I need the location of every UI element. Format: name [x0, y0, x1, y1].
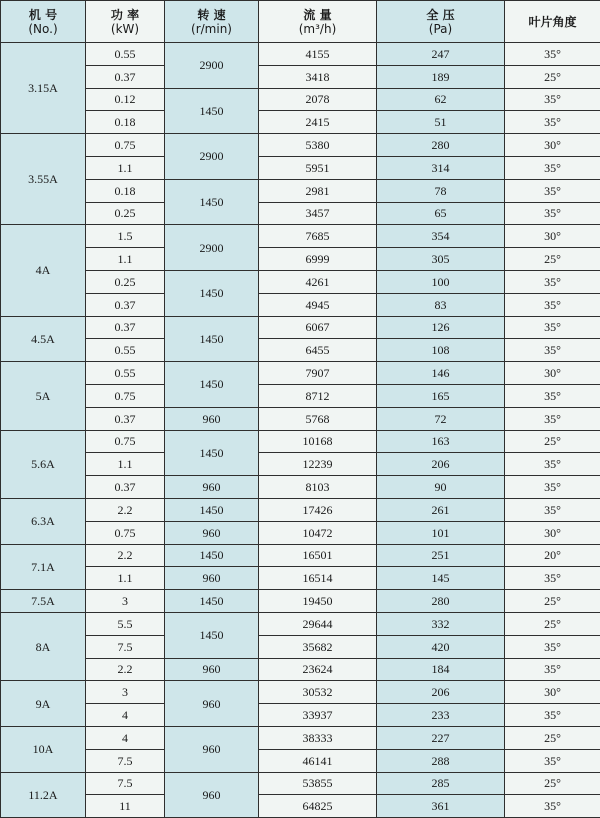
- flow-cell: 5768: [259, 407, 377, 430]
- pressure-cell: 251: [377, 544, 505, 567]
- power-cell: 4: [86, 704, 165, 727]
- angle-cell: 35°: [505, 498, 600, 521]
- pressure-cell: 163: [377, 430, 505, 453]
- speed-cell: 960: [165, 726, 259, 772]
- power-cell: 2.2: [86, 544, 165, 567]
- model-cell: 7.1A: [1, 544, 86, 590]
- power-cell: 1.1: [86, 567, 165, 590]
- table-row: [1, 476, 600, 499]
- table-row: [1, 43, 600, 66]
- flow-cell: 46141: [259, 749, 377, 772]
- flow-cell: 8712: [259, 384, 377, 407]
- table-body: [1, 43, 600, 818]
- table-row: [1, 590, 600, 613]
- power-cell: 2.2: [86, 498, 165, 521]
- speed-cell: 1450: [165, 590, 259, 613]
- pressure-cell: 165: [377, 384, 505, 407]
- power-cell: 0.55: [86, 43, 165, 66]
- angle-cell: 30°: [505, 134, 600, 157]
- flow-cell: 38333: [259, 726, 377, 749]
- col-header-flow-unit: (m³/h): [259, 22, 376, 36]
- angle-cell: 35°: [505, 88, 600, 111]
- flow-cell: 23624: [259, 658, 377, 681]
- power-cell: 0.12: [86, 88, 165, 111]
- pressure-cell: 206: [377, 681, 505, 704]
- table-row: [1, 384, 600, 407]
- power-cell: 7.5: [86, 749, 165, 772]
- table-row: [1, 202, 600, 225]
- table-row: [1, 795, 600, 818]
- speed-cell: 960: [165, 567, 259, 590]
- power-cell: 0.55: [86, 339, 165, 362]
- table-row: [1, 567, 600, 590]
- col-header-angle-title: 叶片角度: [528, 15, 576, 29]
- table-row: [1, 248, 600, 271]
- power-cell: 0.37: [86, 476, 165, 499]
- flow-cell: 10168: [259, 430, 377, 453]
- model-cell: 4.5A: [1, 316, 86, 362]
- flow-cell: 3457: [259, 202, 377, 225]
- angle-cell: 35°: [505, 316, 600, 339]
- angle-cell: 35°: [505, 111, 600, 134]
- flow-cell: 2415: [259, 111, 377, 134]
- pressure-cell: 280: [377, 590, 505, 613]
- power-cell: 0.18: [86, 179, 165, 202]
- pressure-cell: 65: [377, 202, 505, 225]
- col-header-speed-unit: (r/min): [165, 22, 258, 36]
- angle-cell: 35°: [505, 407, 600, 430]
- model-cell: 9A: [1, 681, 86, 727]
- flow-cell: 33937: [259, 704, 377, 727]
- col-header-model-unit: (No.): [1, 22, 85, 36]
- power-cell: 7.5: [86, 635, 165, 658]
- speed-cell: 1450: [165, 498, 259, 521]
- power-cell: 5.5: [86, 612, 165, 635]
- pressure-cell: 305: [377, 248, 505, 271]
- angle-cell: 25°: [505, 590, 600, 613]
- speed-cell: 960: [165, 476, 259, 499]
- table-row: [1, 179, 600, 202]
- angle-cell: 35°: [505, 202, 600, 225]
- power-cell: 0.75: [86, 134, 165, 157]
- model-cell: 10A: [1, 726, 86, 772]
- angle-cell: 20°: [505, 544, 600, 567]
- table-row: [1, 681, 600, 704]
- power-cell: 0.25: [86, 270, 165, 293]
- speed-cell: 960: [165, 407, 259, 430]
- angle-cell: 35°: [505, 704, 600, 727]
- pressure-cell: 62: [377, 88, 505, 111]
- angle-cell: 25°: [505, 726, 600, 749]
- flow-cell: 16501: [259, 544, 377, 567]
- flow-cell: 6067: [259, 316, 377, 339]
- angle-cell: 35°: [505, 453, 600, 476]
- pressure-cell: 420: [377, 635, 505, 658]
- speed-cell: 1450: [165, 612, 259, 658]
- table-row: [1, 521, 600, 544]
- angle-cell: 35°: [505, 749, 600, 772]
- pressure-cell: 247: [377, 43, 505, 66]
- table-row: [1, 339, 600, 362]
- table-row: [1, 65, 600, 88]
- power-cell: 1.1: [86, 453, 165, 476]
- flow-cell: 12239: [259, 453, 377, 476]
- table-row: [1, 156, 600, 179]
- model-cell: 5.6A: [1, 430, 86, 498]
- power-cell: 2.2: [86, 658, 165, 681]
- speed-cell: 1450: [165, 179, 259, 225]
- angle-cell: 35°: [505, 795, 600, 818]
- flow-cell: 17426: [259, 498, 377, 521]
- flow-cell: 64825: [259, 795, 377, 818]
- table-row: [1, 316, 600, 339]
- flow-cell: 5380: [259, 134, 377, 157]
- speed-cell: 960: [165, 521, 259, 544]
- pressure-cell: 354: [377, 225, 505, 248]
- angle-cell: 30°: [505, 681, 600, 704]
- table-row: [1, 749, 600, 772]
- pressure-cell: 280: [377, 134, 505, 157]
- angle-cell: 35°: [505, 567, 600, 590]
- table-row: [1, 293, 600, 316]
- power-cell: 1.1: [86, 248, 165, 271]
- flow-cell: 4155: [259, 43, 377, 66]
- col-header-model: [1, 1, 86, 43]
- speed-cell: 1450: [165, 270, 259, 316]
- table-row: [1, 134, 600, 157]
- speed-cell: 2900: [165, 134, 259, 180]
- flow-cell: 2078: [259, 88, 377, 111]
- flow-cell: 10472: [259, 521, 377, 544]
- angle-cell: 25°: [505, 430, 600, 453]
- pressure-cell: 51: [377, 111, 505, 134]
- flow-cell: 53855: [259, 772, 377, 795]
- speed-cell: 1450: [165, 362, 259, 408]
- flow-cell: 30532: [259, 681, 377, 704]
- table-row: [1, 88, 600, 111]
- flow-cell: 3418: [259, 65, 377, 88]
- speed-cell: 1450: [165, 544, 259, 567]
- col-header-speed: [165, 1, 259, 43]
- pressure-cell: 314: [377, 156, 505, 179]
- table-row: [1, 544, 600, 567]
- power-cell: 0.75: [86, 430, 165, 453]
- table-row: [1, 658, 600, 681]
- model-cell: 11.2A: [1, 772, 86, 818]
- pressure-cell: 108: [377, 339, 505, 362]
- model-cell: 7.5A: [1, 590, 86, 613]
- model-cell: 6.3A: [1, 498, 86, 544]
- power-cell: 1.5: [86, 225, 165, 248]
- model-cell: 4A: [1, 225, 86, 316]
- flow-cell: 35682: [259, 635, 377, 658]
- col-header-pressure-title: 全 压: [426, 8, 454, 22]
- power-cell: 11: [86, 795, 165, 818]
- table-row: [1, 612, 600, 635]
- table-row: [1, 362, 600, 385]
- pressure-cell: 361: [377, 795, 505, 818]
- pressure-cell: 83: [377, 293, 505, 316]
- flow-cell: 6455: [259, 339, 377, 362]
- pressure-cell: 285: [377, 772, 505, 795]
- table-row: [1, 225, 600, 248]
- power-cell: 0.18: [86, 111, 165, 134]
- speed-cell: 960: [165, 772, 259, 818]
- model-cell: 3.55A: [1, 134, 86, 225]
- speed-cell: 2900: [165, 225, 259, 271]
- power-cell: 3: [86, 590, 165, 613]
- flow-cell: 7907: [259, 362, 377, 385]
- flow-cell: 5951: [259, 156, 377, 179]
- table-row: [1, 430, 600, 453]
- pressure-cell: 288: [377, 749, 505, 772]
- pressure-cell: 100: [377, 270, 505, 293]
- power-cell: 0.37: [86, 407, 165, 430]
- angle-cell: 30°: [505, 362, 600, 385]
- pressure-cell: 189: [377, 65, 505, 88]
- pressure-cell: 90: [377, 476, 505, 499]
- table-row: [1, 772, 600, 795]
- table-row: [1, 726, 600, 749]
- power-cell: 0.55: [86, 362, 165, 385]
- angle-cell: 35°: [505, 658, 600, 681]
- angle-cell: 35°: [505, 384, 600, 407]
- table-row: [1, 704, 600, 727]
- power-cell: 3: [86, 681, 165, 704]
- speed-cell: 960: [165, 681, 259, 727]
- angle-cell: 30°: [505, 225, 600, 248]
- flow-cell: 19450: [259, 590, 377, 613]
- speed-cell: 1450: [165, 430, 259, 476]
- col-header-power: [86, 1, 165, 43]
- model-cell: 3.15A: [1, 43, 86, 134]
- col-header-angle: [505, 1, 600, 43]
- pressure-cell: 184: [377, 658, 505, 681]
- angle-cell: 35°: [505, 156, 600, 179]
- flow-cell: 29644: [259, 612, 377, 635]
- pressure-cell: 233: [377, 704, 505, 727]
- speed-cell: 2900: [165, 43, 259, 89]
- flow-cell: 8103: [259, 476, 377, 499]
- speed-cell: 1450: [165, 88, 259, 134]
- table-row: [1, 453, 600, 476]
- angle-cell: 35°: [505, 293, 600, 316]
- col-header-model-title: 机 号: [29, 8, 57, 22]
- model-cell: 8A: [1, 612, 86, 680]
- pressure-cell: 227: [377, 726, 505, 749]
- col-header-pressure: [377, 1, 505, 43]
- angle-cell: 25°: [505, 772, 600, 795]
- table-row: [1, 407, 600, 430]
- angle-cell: 35°: [505, 635, 600, 658]
- flow-cell: 4945: [259, 293, 377, 316]
- angle-cell: 35°: [505, 179, 600, 202]
- col-header-speed-title: 转 速: [197, 8, 225, 22]
- flow-cell: 6999: [259, 248, 377, 271]
- angle-cell: 25°: [505, 65, 600, 88]
- speed-cell: 960: [165, 658, 259, 681]
- angle-cell: 35°: [505, 43, 600, 66]
- angle-cell: 35°: [505, 476, 600, 499]
- angle-cell: 25°: [505, 248, 600, 271]
- col-header-power-title: 功 率: [111, 8, 139, 22]
- power-cell: 1.1: [86, 156, 165, 179]
- col-header-flow: [259, 1, 377, 43]
- power-cell: 0.37: [86, 65, 165, 88]
- power-cell: 7.5: [86, 772, 165, 795]
- col-header-pressure-unit: (Pa): [377, 22, 504, 36]
- flow-cell: 16514: [259, 567, 377, 590]
- table-row: [1, 270, 600, 293]
- power-cell: 4: [86, 726, 165, 749]
- pressure-cell: 261: [377, 498, 505, 521]
- power-cell: 0.37: [86, 316, 165, 339]
- table-header: [1, 1, 600, 43]
- table-row: [1, 635, 600, 658]
- pressure-cell: 126: [377, 316, 505, 339]
- flow-cell: 4261: [259, 270, 377, 293]
- angle-cell: 35°: [505, 339, 600, 362]
- pressure-cell: 72: [377, 407, 505, 430]
- speed-cell: 1450: [165, 316, 259, 362]
- pressure-cell: 101: [377, 521, 505, 544]
- angle-cell: 35°: [505, 270, 600, 293]
- power-cell: 0.75: [86, 521, 165, 544]
- model-cell: 5A: [1, 362, 86, 430]
- pressure-cell: 332: [377, 612, 505, 635]
- table-row: [1, 111, 600, 134]
- pressure-cell: 146: [377, 362, 505, 385]
- power-cell: 0.75: [86, 384, 165, 407]
- flow-cell: 2981: [259, 179, 377, 202]
- pressure-cell: 78: [377, 179, 505, 202]
- table-row: [1, 498, 600, 521]
- angle-cell: 30°: [505, 521, 600, 544]
- power-cell: 0.25: [86, 202, 165, 225]
- pressure-cell: 145: [377, 567, 505, 590]
- pressure-cell: 206: [377, 453, 505, 476]
- col-header-power-unit: (kW): [86, 22, 164, 36]
- flow-cell: 7685: [259, 225, 377, 248]
- angle-cell: 25°: [505, 612, 600, 635]
- col-header-flow-title: 流 量: [303, 8, 331, 22]
- power-cell: 0.37: [86, 293, 165, 316]
